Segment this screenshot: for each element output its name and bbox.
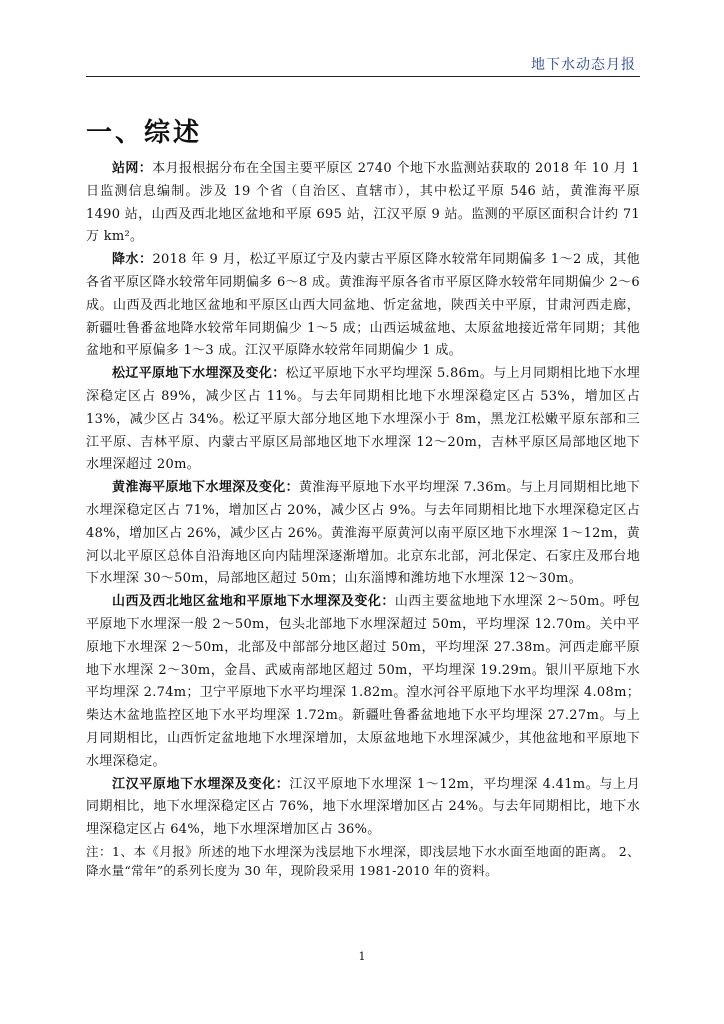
paragraph-label: 黄淮海平原地下水埋深及变化： xyxy=(112,480,299,496)
footnote: 注：1、本《月报》所述的地下水埋深为浅层地下水埋深，即浅层地下水水面至地面的距离。 2、降水量“常年”的系列长度为 30 年，现阶段采用 1981-2010 年的资料。 xyxy=(86,843,640,878)
paragraph-songliao-plain xyxy=(86,363,640,477)
running-header xyxy=(86,54,640,77)
paragraph-label: 江汉平原地下水埋深及变化： xyxy=(112,776,290,792)
page-number: 1 xyxy=(358,950,366,963)
paragraph-label: 降水： xyxy=(112,252,153,268)
paragraph-text: 松辽平原地下水平均埋深 5.86m。与上月同期相比地下水埋深稳定区占 89%，减少区占 11%。与去年同期相比地下水埋深稳定区占 53%，增加区占 13%，减少区占 34%。松辽平原大部分地区地下水埋深小于 8m，黑龙江松嫩平原东部和三江平原、吉林平原、内蒙古平原区局部地区地下水埋深 12～20m，吉林平原区局部地区地下水埋深超过 20m。 xyxy=(86,366,641,473)
paragraph-precipitation xyxy=(86,249,640,363)
paragraph-text: 黄淮海平原地下水平均埋深 7.36m。与上月同期相比地下水埋深稳定区占 71%，增加区占 20%，减少区占 9%。与去年同期相比地下水埋深稳定区占 48%，增加区占 26%，减少区占 26%。黄淮海平原黄河以南平原区地下水埋深 1～12m，黄河以北平原区总体自沿海地区向内陆埋深逐渐增加。北京东北部，河北保定、石家庄及邢台地下水埋深 30～50m，局部地区超过 50m；山东淄博和潍坊地下水埋深 12～30m。 xyxy=(86,480,640,587)
paragraph-shanxi-northwest xyxy=(86,591,640,773)
section-title: 一、综述 xyxy=(86,118,203,148)
paragraph-text: 山西主要盆地地下水埋深 2～50m。呼包平原地下水埋深一般 2～50m，包头北部地下水埋深超过 50m，平均埋深 12.70m。关中平原地下水埋深 2～50m，北部及中部部分地区超过 50m，平均埋深 27.38m。河西走廊平原地下水埋深 2～30m，金昌、武威南部地区超过 50m，平均埋深 19.29m。银川平原地下水平均埋深 2.74m；卫宁平原地下水平均埋深 1.82m。湟水河谷平原地下水平均埋深 4.08m；柴达木盆地监控区地下水平均埋深 1.72m。新疆吐鲁番盆地地下水平均埋深 27.27m。与上月同期相比，山西忻定盆地地下水埋深增加，太原盆地地下水埋深减少，其他盆地和平原地下水埋深稳定。 xyxy=(86,594,640,769)
paragraph-text: 江汉平原地下水埋深 1～12m，平均埋深 4.41m。与上月同期相比，地下水埋深稳定区占 76%，地下水埋深增加区占 24%。与去年同期相比，地下水埋深稳定区占 64%，地下水埋深增加区占 36%。 xyxy=(86,776,640,838)
paragraph-station-network xyxy=(86,158,640,249)
paragraph-label: 站网： xyxy=(112,161,153,176)
paragraph-huanghuaihai-plain xyxy=(86,477,640,591)
paragraph-text: 本月报根据分布在全国主要平原区 2740 个地下水监测站获取的 2018 年 10 月 1 日监测信息编制。涉及 19 个省（自治区、直辖市），其中松辽平原 546 站，黄淮海平原 1490 站，山西及西北地区盆地和平原 695 站，江汉平原 9 站。监测的平原区面积合计约 71 万 km²。 xyxy=(86,161,640,245)
paragraph-label: 松辽平原地下水埋深及变化： xyxy=(112,366,286,382)
paragraph-text: 2018 年 9 月，松辽平原辽宁及内蒙古平原区降水较常年同期偏多 1～2 成，其他各省平原区降水较常年同期偏多 6～8 成。黄淮海平原各省市平原区降水较常年同期偏少 2～6 成。山西及西北地区盆地和平原区山西大同盆地、忻定盆地，陕西关中平原，甘肃河西走廊，新疆吐鲁番盆地降水较常年同期偏少 1～5 成；山西运城盆地、太原盆地接近常年同期；其他盆地和平原偏多 1～3 成。江汉平原降水较常年同期偏少 1 成。 xyxy=(86,252,640,359)
paragraph-label: 山西及西北地区盆地和平原地下水埋深及变化： xyxy=(112,594,395,610)
body-text xyxy=(86,158,640,880)
header-title: 地下水动态月报 xyxy=(531,57,636,73)
paragraph-jianghan-plain xyxy=(86,774,640,842)
